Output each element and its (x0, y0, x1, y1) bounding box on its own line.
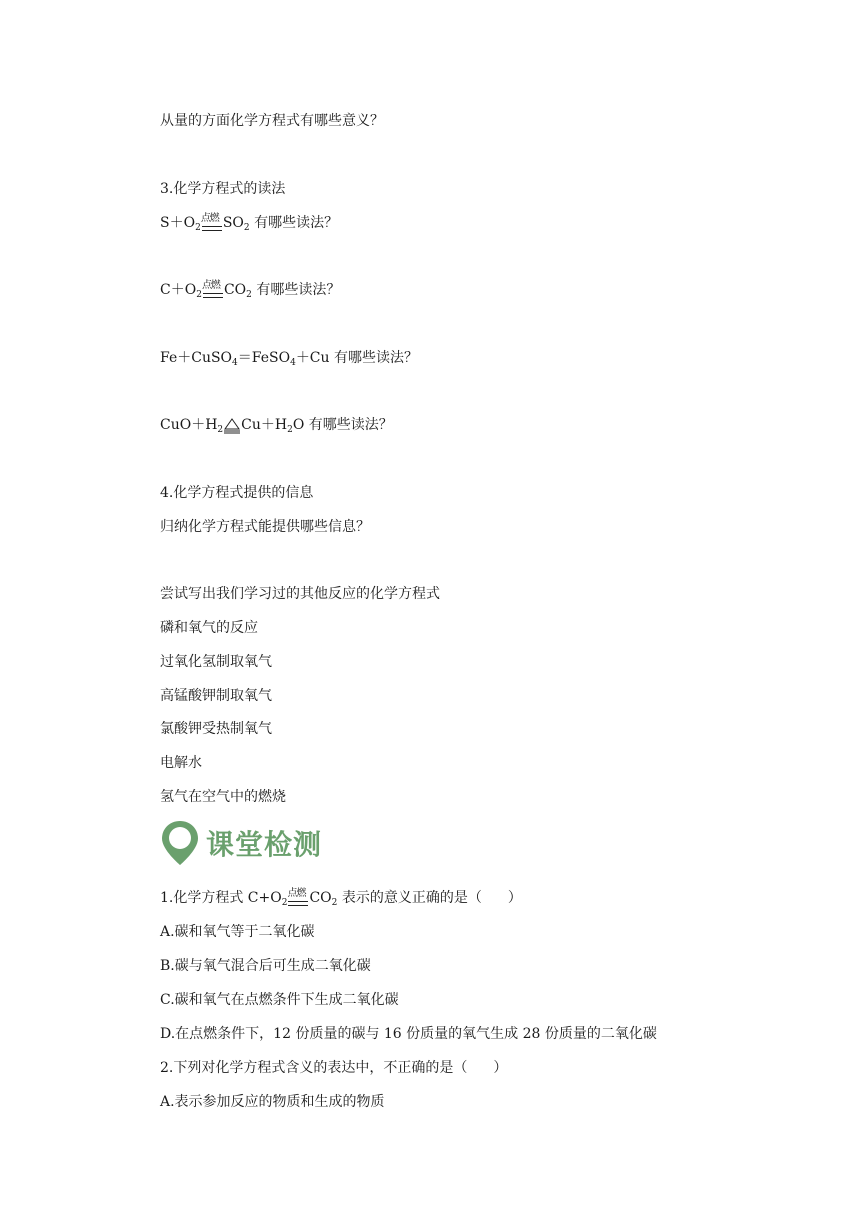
section-header-class-test (160, 818, 322, 868)
location-pin-icon (160, 819, 200, 867)
question-1-option-d: D.在点燃条件下，12 份质量的碳与 16 份质量的氧气生成 28 份质量的二氧化碳 (160, 1026, 657, 1042)
question-1-option-b: B.碳与氧气混合后可生成二氧化碳 (160, 958, 371, 974)
ignite-condition: 点燃 (202, 213, 222, 233)
section-title: 课堂检测 (206, 828, 323, 861)
question-2-stem: 2.下列对化学方程式含义的表达中，不正确的是（ ） (160, 1060, 508, 1076)
question-1-stem: 1.化学方程式 $C+O_2$ 点燃 $CO_2$ 表示的意义正确的是（ ） (160, 888, 522, 908)
reaction-phosphorus-oxygen: 磷和氧气的反应 (160, 620, 258, 636)
question-1-option-a: A.碳和氧气等于二氧化碳 (160, 924, 315, 940)
prompt-write-equations: 尝试写出我们学习过的其他反应的化学方程式 (160, 586, 440, 602)
heading-equation-information: 4.化学方程式提供的信息 (160, 485, 314, 501)
question-1-option-c: C.碳和氧气在点燃条件下生成二氧化碳 (160, 992, 399, 1008)
reaction-potassium-permanganate: 高锰酸钾制取氧气 (160, 688, 272, 704)
equation-carbon-oxygen: $C+O_2$ 点燃 $CO_2$ 有哪些读法？ (160, 280, 341, 300)
question-2-option-a: A.表示参加反应的物质和生成的物质 (160, 1094, 385, 1110)
reaction-electrolysis-water: 电解水 (160, 755, 202, 771)
equation-sulfur-oxygen: $S+O_2$ 点燃 $SO_2$ 有哪些读法？ (160, 213, 339, 233)
ignite-condition: 点燃 (288, 888, 308, 908)
reaction-potassium-chlorate: 氯酸钾受热制氧气 (160, 721, 272, 737)
equation-copper-oxide-hydrogen: $CuO+H_2$ $Cu+H_2O$ 有哪些读法？ (160, 417, 393, 435)
question-quantity-meaning: 从量的方面化学方程式有哪些意义？ (160, 113, 384, 129)
question-summary-information: 归纳化学方程式能提供哪些信息？ (160, 519, 370, 535)
equation-iron-copper-sulfate: Fe＋CuSO$_4$＝FeSO$_4$＋Cu 有哪些读法？ (160, 350, 418, 368)
reaction-hydrogen-peroxide: 过氧化氢制取氧气 (160, 654, 272, 670)
heat-triangle-icon (223, 416, 241, 434)
ignite-condition: 点燃 (203, 280, 223, 300)
heading-reading-equations: 3.化学方程式的读法 (160, 181, 286, 197)
reaction-hydrogen-combustion: 氢气在空气中的燃烧 (160, 789, 286, 805)
